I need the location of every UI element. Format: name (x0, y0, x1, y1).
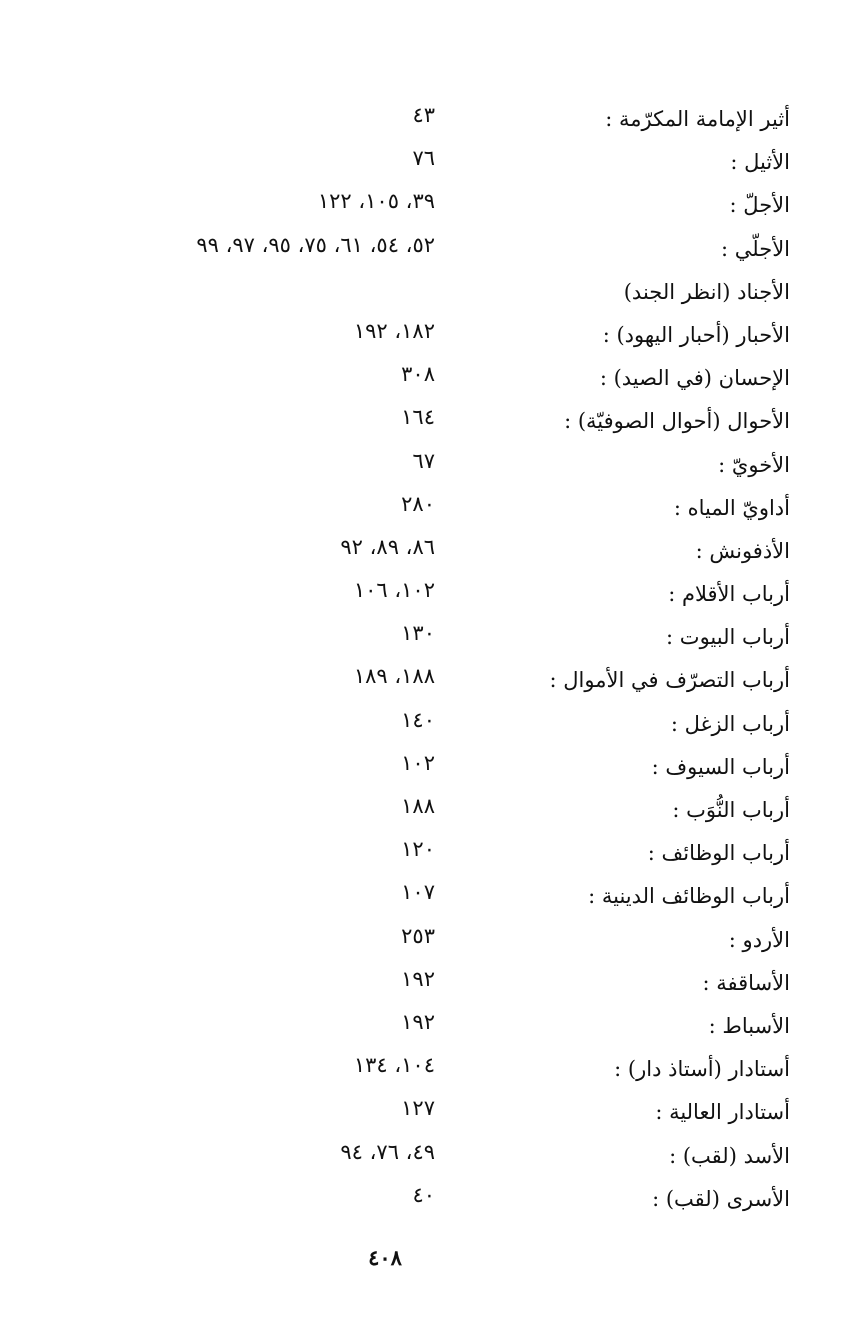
index-entry (60, 964, 790, 1007)
index-entry (60, 877, 790, 920)
index-term: الأحوال (أحوال الصوفيّة) : (564, 409, 790, 434)
index-term: الأحبار (أحبار اليهود) : (602, 322, 790, 347)
page-number-text: ٤٠٨ (368, 1245, 402, 1270)
index-entry (60, 834, 790, 877)
index-term: الأخويّ : (718, 452, 790, 477)
index-pages: ٤٩، ٧٦، ٩٤ (340, 1139, 435, 1164)
index-pages: ٦٧ (412, 448, 435, 473)
index-entry (60, 921, 790, 964)
index-pages: ٤٠ (412, 1182, 435, 1207)
index-entry (60, 791, 790, 834)
index-pages: ١٢٧ (401, 1096, 435, 1121)
index-pages: ٣٩، ١٠٥، ١٢٢ (317, 189, 435, 214)
index-entry (60, 575, 790, 618)
index-term: أرباب الأقلام : (668, 582, 790, 607)
index-pages: ٣٠٨ (401, 362, 435, 387)
index-term: أرباب الوظائف الدينية : (588, 884, 790, 909)
index-term: أرباب النُّوَب : (672, 798, 790, 822)
index-term: الأثيل : (730, 150, 790, 175)
index-term: الإحسان (في الصيد) : (599, 366, 790, 391)
index-pages: ١٨٨ (401, 794, 435, 818)
index-entry (60, 532, 790, 575)
index-entry (60, 402, 790, 445)
index-pages: ١٢٠ (401, 837, 435, 862)
index-pages: ١٠٧ (401, 880, 435, 905)
index-pages: ٧٦ (412, 146, 435, 171)
index-pages: ٥٢، ٥٤، ٦١، ٧٥، ٩٥، ٩٧، ٩٩ (196, 232, 435, 257)
index-pages: ٢٥٣ (401, 923, 435, 948)
index-pages: ١٨٢، ١٩٢ (353, 318, 435, 343)
index-term: أثير الإمامة المكرّمة : (605, 107, 790, 131)
index-term: الأسباط : (708, 1013, 790, 1038)
index-term: أرباب البيوت : (666, 625, 790, 650)
index-entry (60, 1093, 790, 1136)
index-entry (60, 316, 790, 359)
index-entry (60, 230, 790, 273)
index-entry (60, 489, 790, 532)
index-term: الأسد (لقب) : (669, 1143, 790, 1168)
index-entry (60, 1180, 790, 1223)
index-term: أرباب التصرّف في الأموال : (549, 668, 790, 693)
index-entry (60, 748, 790, 791)
index-pages: ١٩٢ (401, 966, 435, 991)
index-entry (60, 1050, 790, 1093)
index-entry (60, 661, 790, 704)
index-term: الأجلّ : (729, 193, 790, 218)
index-term: الأذفونش : (695, 538, 790, 563)
index-entry (60, 100, 790, 143)
index-list (60, 100, 790, 1223)
index-entry (60, 359, 790, 402)
index-entry (60, 186, 790, 229)
index-pages: ١٣٠ (401, 621, 435, 646)
index-pages: ١٠٤، ١٣٤ (353, 1053, 435, 1078)
index-term: الأجلّي : (721, 236, 790, 261)
index-term: الأساقفة : (702, 970, 790, 995)
index-pages: ١٤٠ (401, 707, 435, 732)
index-pages: ٨٦، ٨٩، ٩٢ (340, 534, 435, 559)
index-pages: ٤٣ (412, 103, 435, 127)
page-number (0, 1245, 770, 1270)
index-pages: ٢٨٠ (401, 491, 435, 516)
index-pages: ١٨٨، ١٨٩ (353, 664, 435, 689)
index-term: أستادار العالية : (655, 1100, 790, 1125)
index-term: أداويّ المياه : (673, 495, 790, 520)
index-entry (60, 618, 790, 661)
index-term: أستادار (أستاذ دار) : (614, 1057, 790, 1082)
index-term: الأردو : (728, 927, 790, 952)
index-pages: ١٩٢ (401, 1009, 435, 1034)
index-entry (60, 1137, 790, 1180)
index-term: أرباب الوظائف : (647, 841, 790, 866)
index-pages: ١٠٢، ١٠٦ (353, 578, 435, 603)
index-term: أرباب الزغل : (670, 711, 790, 736)
index-entry (60, 143, 790, 186)
index-entry (60, 446, 790, 489)
index-entry (60, 705, 790, 748)
index-term: الأسرى (لقب) : (652, 1186, 790, 1211)
index-pages: ١٦٤ (401, 405, 435, 430)
index-entry (60, 273, 790, 316)
index-entry (60, 1007, 790, 1050)
index-term: الأجناد (انظر الجند) (623, 279, 790, 304)
index-term: أرباب السيوف : (651, 754, 790, 779)
index-pages: ١٠٢ (401, 750, 435, 775)
